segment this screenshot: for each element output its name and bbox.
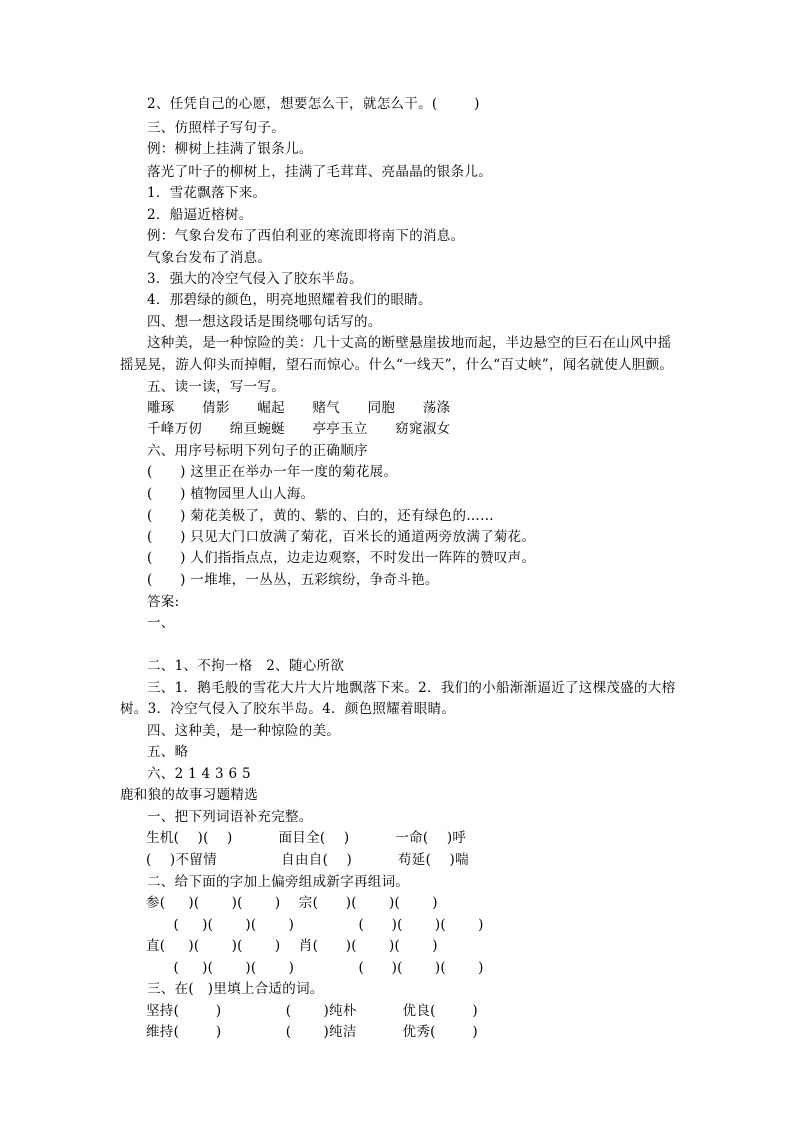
- section-heading: 五、读一读，写一写。: [147, 379, 285, 395]
- exercise-row: 直( )( )( ) 肖( )( )( ): [146, 938, 438, 954]
- exercise-row: ( )不留情 自由自( ) 苟延( )喘: [146, 852, 469, 868]
- answer-line: 六、2 1 4 3 6 5: [147, 766, 251, 782]
- exercise-row: 生机( )( ) 面目全( ) 一命( )呼: [146, 830, 467, 846]
- exercise-row: 坚持( ) ( )纯朴 优良( ): [146, 1003, 478, 1019]
- text-line: 4．那碧绿的颜色，明亮地照耀着我们的眼睛。: [147, 292, 432, 308]
- text-line: 1．雪花飘落下来。: [147, 185, 267, 201]
- answer-line: 四、这种美，是一种惊险的美。: [147, 723, 341, 739]
- text-line: 气象台发布了消息。: [147, 250, 272, 266]
- exercise-row: ( )( )( ) ( )( )( ): [146, 960, 484, 976]
- section-heading: 一、把下列词语补充完整。: [147, 809, 313, 825]
- exercise-row: ( )( )( ) ( )( )( ): [146, 917, 484, 933]
- paragraph-line: 这种美，是一种惊险的美：几十丈高的断壁悬崖拔地而起，半边悬空的巨石在山风中摇: [147, 335, 672, 351]
- exercise-row: 维持( ) ( )纯洁 优秀( ): [146, 1024, 478, 1040]
- text-line: 3．强大的冷空气侵入了胶东半岛。: [147, 271, 363, 287]
- section-heading: 三、在( )里填上合适的词。: [147, 981, 324, 997]
- section-heading: 四、想一想这段话是围绕哪句话写的。: [147, 314, 382, 330]
- word-row: 千峰万仞 绵亘蜿蜒 亭亭玉立 窈窕淑女: [147, 421, 451, 437]
- ordering-item: ( ) 一堆堆，一丛丛，五彩缤纷，争奇斗艳。: [147, 572, 439, 588]
- document-title: 鹿和狼的故事习题精选: [120, 787, 258, 803]
- answer-line: 树。3．冷空气侵入了胶东半岛。4．颜色照耀着眼睛。: [120, 701, 456, 717]
- ordering-item: ( ) 菊花美极了，黄的、紫的、白的，还有绿色的……: [147, 508, 494, 524]
- ordering-item: ( ) 人们指指点点，边走边观察，不时发出一阵阵的赞叹声。: [147, 550, 536, 566]
- paragraph-line: 摇晃晃，游人仰头而掉帽，望石而惊心。什么“一线天”，什么“百丈峡”，闻名就使人胆颤。: [120, 357, 674, 373]
- exercise-row: 参( )( )( ) 宗( )( )( ): [146, 895, 438, 911]
- answer-line: 二、1、不拘一格 2、随心所欲: [147, 658, 345, 674]
- answer-line: 三、1．鹅毛般的雪花大片大片地飘落下来。2．我们的小船渐渐逼近了这棵茂盛的大榕: [147, 680, 676, 696]
- text-line: 例：气象台发布了西伯利亚的寒流即将南下的消息。: [147, 228, 465, 244]
- ordering-item: ( ) 这里正在举办一年一度的菊花展。: [147, 464, 398, 480]
- section-heading: 六、用序号标明下列句子的正确顺序: [147, 443, 368, 459]
- text-line: 落光了叶子的柳树上，挂满了毛茸茸、亮晶晶的银条儿。: [147, 164, 492, 180]
- text-line: 2、任凭自己的心愿，想要怎么干，就怎么干。( ): [147, 96, 480, 112]
- section-heading: 三、仿照样子写句子。: [147, 120, 285, 136]
- ordering-item: ( ) 只见大门口放满了菊花，百米长的通道两旁放满了菊花。: [147, 529, 536, 545]
- answer-line: 一、: [147, 615, 175, 631]
- text-line: 2．船逼近榕树。: [147, 207, 253, 223]
- answer-line: 五、略: [147, 744, 189, 760]
- answers-heading: 答案:: [147, 594, 180, 610]
- text-line: 例：柳树上挂满了银条儿。: [147, 141, 313, 157]
- word-row: 雕琢 倩影 崛起 赌气 同胞 荡涤: [147, 400, 451, 416]
- section-heading: 二、给下面的字加上偏旁组成新字再组词。: [147, 874, 410, 890]
- ordering-item: ( ) 植物园里人山人海。: [147, 486, 315, 502]
